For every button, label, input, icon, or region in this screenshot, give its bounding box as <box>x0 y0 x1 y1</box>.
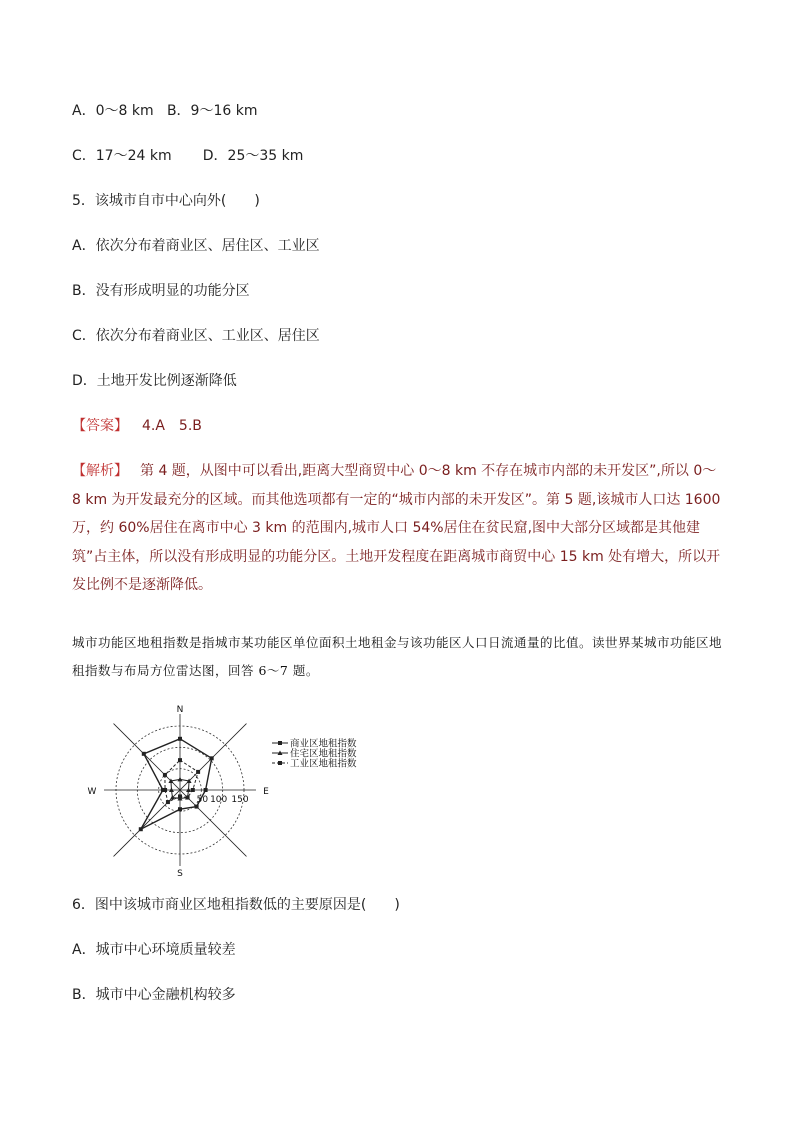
radar-point-s1-SE <box>195 805 199 809</box>
q6-stem: 6．图中该城市商业区地租指数低的主要原因是( ) <box>72 897 400 913</box>
legend-marker-3 <box>278 761 282 765</box>
q5-option-d: D．土地开发比例逐渐降低 <box>72 373 237 389</box>
radar-direction-W: W <box>87 787 97 797</box>
radar-direction-N: N <box>176 705 184 715</box>
radar-scale-150: 150 <box>231 795 249 805</box>
q4-option-d: D．25～35 km <box>202 148 304 164</box>
legend-label-1: 商业区地租指数 <box>290 738 357 750</box>
q5-option-c: C．依次分布着商业区、工业区、居住区 <box>72 328 320 344</box>
radar-point-s1-N <box>178 737 182 741</box>
q4-options-row-2 <box>72 146 303 166</box>
radar-scale-100: 100 <box>210 795 228 805</box>
answer-text: 4.A 5.B <box>142 418 202 434</box>
radar-point-s3-SW <box>166 800 170 804</box>
radar-point-s1-NE <box>210 756 214 760</box>
radar-point-s1-S <box>178 807 182 811</box>
radar-direction-S: S <box>177 869 183 879</box>
radar-point-s3-NW <box>163 773 167 777</box>
radar-scale-50: 50 <box>196 795 209 805</box>
intro-paragraph: 城市功能区地租指数是指城市某功能区单位面积土地租金与该功能区人口日流通量的比值。读世界某城市功能区地租指数与布局方位雷达图，回答 6～7 题。 <box>72 635 723 678</box>
legend-marker-1 <box>278 741 282 745</box>
q4-option-a: A．0～8 km <box>72 103 154 119</box>
q4-options-row-1 <box>72 101 257 121</box>
radar-point-s1-E <box>204 788 208 792</box>
radar-point-s3-E <box>191 788 195 792</box>
answer-tag: 【答案】 <box>72 418 128 434</box>
radar-grid <box>104 714 256 866</box>
analysis-tag: 【解析】 <box>72 463 128 479</box>
radar-legend <box>272 738 357 770</box>
q5-stem: 5．该城市自市中心向外( ) <box>72 193 260 209</box>
radar-point-s3-SE <box>186 796 190 800</box>
q4-option-c: C．17～24 km <box>72 148 172 164</box>
radar-direction-E: E <box>263 787 269 797</box>
radar-point-s3-N <box>178 758 182 762</box>
radar-chart <box>80 705 400 879</box>
analysis-text: 第 4 题，从图中可以看出,距离大型商贸中心 0～8 km 不存在城市内部的未开发区”,所以 0～8 km 为开发最充分的区域。而其他选项都有一定的“城市内部的未开发区”。第 5 题,该城市人口达 1600 万，约 60%居住在离市中心 3 km 的范围内,城市人口 54%居住在贫民窟,图中大部分区域都是其他建筑”占主体，所以没有形成明显的功能分区。土地开发程度在距离城市商贸中心 15 km 处有增大，所以开发比例不是逐渐降低。 <box>72 463 721 593</box>
analysis-paragraph <box>72 457 724 600</box>
q5-option-a: A．依次分布着商业区、居住区、工业区 <box>72 238 320 254</box>
answer-line <box>72 416 202 436</box>
radar-point-s3-W <box>163 788 167 792</box>
q6-option-a: A．城市中心环境质量较差 <box>72 942 236 958</box>
radar-series-1 <box>141 739 212 829</box>
legend-label-3: 工业区地租指数 <box>290 758 357 770</box>
radar-point-s3-S <box>178 794 182 798</box>
radar-point-s1-SW <box>139 827 143 831</box>
q5-option-b: B．没有形成明显的功能分区 <box>72 283 250 299</box>
q6-option-b: B．城市中心金融机构较多 <box>72 987 236 1003</box>
radar-point-s1-NW <box>142 752 146 756</box>
radar-point-s2-N <box>178 777 183 782</box>
radar-series-group <box>139 737 214 831</box>
legend-label-2: 住宅区地租指数 <box>290 748 357 760</box>
radar-point-s3-NE <box>196 770 200 774</box>
q4-option-b: B．9～16 km <box>166 103 258 119</box>
